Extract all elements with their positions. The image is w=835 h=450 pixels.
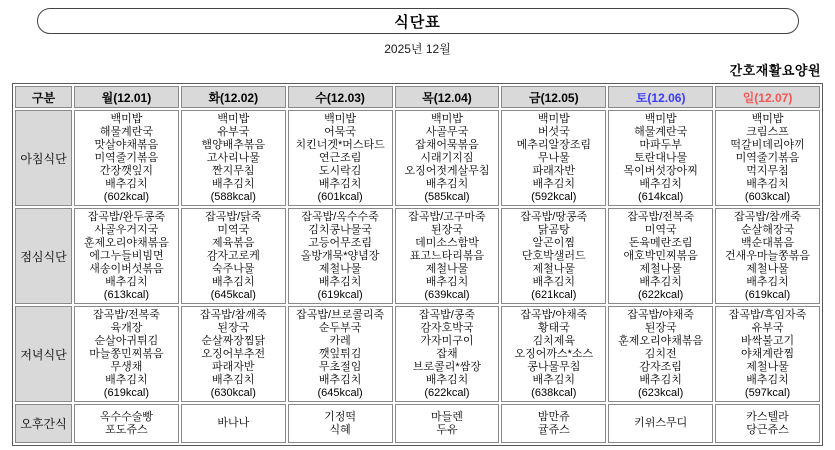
day-header-2: 수(12.03) — [288, 86, 393, 108]
menu-item-line: (619kcal) — [103, 386, 150, 399]
menu-cell — [395, 306, 500, 402]
menu-item-line: 두유 — [436, 423, 458, 436]
menu-item-line: 유부국 — [751, 321, 784, 334]
menu-item-line: 미역국 — [217, 223, 250, 236]
menu-item-line: 순살짜장찜닭 — [201, 334, 266, 347]
menu-item-line: 제철나물 — [425, 262, 469, 275]
menu-item-line: 백미밥 — [217, 112, 250, 125]
menu-item-line: 고사리나물 — [206, 151, 260, 164]
menu-item-line: 훈제오리야채볶음 — [83, 236, 169, 249]
menu-item-line: 배추김치 — [746, 177, 789, 190]
menu-item-line: 백순대볶음 — [740, 236, 795, 249]
menu-cell — [715, 208, 820, 304]
menu-item-line: 백미밥 — [537, 112, 570, 125]
menu-item-line: 표고느타리볶음 — [409, 249, 485, 262]
menu-item-line: 백미밥 — [110, 112, 143, 125]
menu-item-line: 잡곡밥/전복죽 — [93, 308, 160, 321]
menu-item-line: 백미밥 — [431, 112, 463, 125]
menu-item-line: 잡채어묵볶음 — [415, 138, 479, 151]
menu-item-line: 잡곡밥/옥수수죽 — [301, 210, 379, 223]
menu-item-line: 잡곡밥/야채죽 — [520, 308, 588, 321]
menu-item-line: 건새우마늘쫑볶음 — [725, 249, 811, 262]
menu-item-line: 배추김치 — [639, 177, 682, 190]
day-header-4: 금(12.05) — [501, 86, 606, 108]
menu-item-line: 배추김치 — [425, 177, 469, 190]
menu-item-line: 배추김치 — [746, 275, 789, 288]
menu-cell — [501, 208, 606, 304]
menu-item-line: 김치제육 — [532, 334, 576, 347]
menu-item-line: 무생채 — [110, 360, 143, 373]
menu-item-line: (619kcal) — [744, 288, 791, 301]
menu-item-line: 깻잎튀김 — [318, 347, 362, 360]
menu-item-line: 짠지무침 — [212, 164, 255, 177]
menu-cell — [715, 110, 820, 206]
menu-item-line: 치킨너겟*머스타드 — [295, 138, 385, 151]
menu-item-line: 황태국 — [537, 321, 570, 334]
menu-item-line: 잡곡밥/닭죽 — [205, 210, 262, 223]
menu-item-line: 배추김치 — [318, 177, 362, 190]
menu-item-line: 올방개묵*양념장 — [300, 249, 380, 262]
menu-item-line: 귤쥬스 — [537, 423, 570, 436]
menu-item-line: (585kcal) — [424, 190, 470, 203]
menu-item-line: 목이버섯장아찌 — [623, 164, 698, 177]
menu-item-line: 배추김치 — [212, 177, 255, 190]
menu-item-line: 마들렌 — [431, 410, 463, 423]
menu-cell — [288, 306, 393, 402]
menu-item-line: 제철나물 — [532, 262, 576, 275]
menu-item-line: 배추김치 — [318, 373, 362, 386]
menu-item-line: 카스텔라 — [746, 410, 789, 423]
menu-item-line: 김치전 — [644, 347, 677, 360]
menu-item-line: 제철나물 — [746, 360, 789, 373]
menu-item-line: 야채계란찜 — [740, 347, 795, 360]
menu-item-line: 잡곡밥/고구마죽 — [408, 210, 486, 223]
page-title: 식단표 — [394, 13, 441, 31]
menu-item-line: 햄양배추볶음 — [201, 138, 266, 151]
menu-cell — [181, 404, 286, 443]
menu-item-line: 당근쥬스 — [746, 423, 789, 436]
menu-item-line: 키위스무디 — [634, 417, 688, 429]
menu-item-line: 백미밥 — [644, 112, 677, 125]
menu-item-line: 잡곡밥/참깨죽 — [734, 210, 801, 223]
menu-item-line: 미역줄기볶음 — [94, 151, 159, 164]
menu-cell — [608, 306, 713, 402]
menu-cell — [501, 404, 606, 443]
menu-item-line: 배추김치 — [212, 275, 255, 288]
menu-item-line: 메추리알장조림 — [516, 138, 591, 151]
menu-item-line: 단호박샐러드 — [521, 249, 586, 262]
meal-plan-table — [12, 83, 823, 446]
menu-item-line: (613kcal) — [103, 288, 150, 301]
menu-item-line: (623kcal) — [638, 386, 684, 399]
menu-item-line: 바나나 — [217, 417, 250, 429]
menu-item-line: 에그누들비빔면 — [89, 249, 164, 262]
menu-item-line: 유부국 — [217, 125, 250, 138]
day-header-1: 화(12.02) — [181, 86, 286, 108]
menu-item-line: 돈육메란조림 — [628, 236, 693, 249]
menu-item-line: 마늘쫑민찌볶음 — [89, 347, 164, 360]
menu-cell — [395, 208, 500, 304]
menu-item-line: 오징어까스*소스 — [514, 347, 594, 360]
menu-item-line: 숙주나물 — [212, 262, 255, 275]
menu-item-line: 무초절임 — [318, 360, 362, 373]
menu-item-line: 배추김치 — [746, 373, 789, 386]
row-label: 저녁식단 — [15, 306, 72, 402]
menu-item-line: 잡곡밥/흑임자죽 — [728, 308, 807, 321]
menu-item-line: (597kcal) — [744, 386, 791, 399]
menu-item-line: 배추김치 — [532, 373, 576, 386]
title-box — [37, 8, 799, 34]
menu-item-line: 오징어부추전 — [201, 347, 266, 360]
facility-name: 간호재활요양원 — [729, 63, 821, 78]
menu-item-line: 잡곡밥/참깨죽 — [199, 308, 267, 321]
menu-item-line: (602kcal) — [103, 190, 150, 203]
menu-item-line: 식혜 — [329, 423, 351, 436]
menu-item-line: 간장깻잎지 — [99, 164, 153, 177]
menu-item-line: (614kcal) — [638, 190, 684, 203]
menu-item-line: (619kcal) — [317, 288, 363, 301]
menu-item-line: 백미밥 — [324, 112, 357, 125]
menu-item-line: 토란대나물 — [634, 151, 688, 164]
row-label: 오후간식 — [15, 404, 72, 443]
corner-header: 구분 — [15, 86, 72, 108]
menu-item-line: 기정떡 — [324, 410, 357, 423]
menu-item-line: 애호박민찌볶음 — [623, 249, 698, 262]
menu-item-line: 옥수수술빵 — [99, 410, 153, 423]
menu-item-line: (592kcal) — [531, 190, 577, 203]
header-row — [15, 86, 820, 108]
menu-item-line: 잡곡밥/완두콩죽 — [87, 210, 166, 223]
menu-item-line: 배추김치 — [532, 177, 576, 190]
menu-item-line: 고등어무조림 — [308, 236, 372, 249]
menu-item-line: 제철나물 — [639, 262, 682, 275]
menu-item-line: 배추김치 — [105, 373, 148, 386]
menu-item-line: (645kcal) — [317, 386, 363, 399]
menu-item-line: 어묵국 — [324, 125, 357, 138]
table-body — [15, 110, 820, 443]
menu-item-line: 잡곡밥/브로콜리죽 — [296, 308, 385, 321]
menu-item-line: 사골우거지국 — [94, 223, 159, 236]
menu-item-line: 미역국 — [644, 223, 677, 236]
menu-item-line: 맛살야채볶음 — [94, 138, 159, 151]
menu-row-0 — [15, 110, 820, 206]
menu-item-line: 잡채 — [436, 347, 458, 360]
menu-item-line: 오징어젓게살무침 — [404, 164, 490, 177]
menu-item-line: 제철나물 — [318, 262, 362, 275]
menu-item-line: 닭곰탕 — [537, 223, 570, 236]
day-header-5: 토(12.06) — [608, 86, 713, 108]
menu-item-line: (621kcal) — [531, 288, 577, 301]
menu-item-line: 해물계란국 — [634, 125, 688, 138]
menu-item-line: (601kcal) — [317, 190, 363, 203]
menu-item-line: 연근조림 — [318, 151, 362, 164]
menu-item-line: (630kcal) — [210, 386, 256, 399]
menu-item-line: (638kcal) — [531, 386, 577, 399]
menu-item-line: 크림스프 — [746, 125, 789, 138]
menu-item-line: 배추김치 — [318, 275, 362, 288]
menu-cell — [715, 306, 820, 402]
menu-item-line: 된장국 — [644, 321, 677, 334]
menu-item-line: 콩나물무침 — [527, 360, 581, 373]
menu-item-line: 순두부국 — [318, 321, 362, 334]
menu-item-line: 잡곡밥/땅콩죽 — [520, 210, 588, 223]
menu-cell — [74, 110, 179, 206]
menu-item-line: 배추김치 — [532, 275, 576, 288]
menu-item-line: (639kcal) — [424, 288, 470, 301]
menu-cell — [288, 208, 393, 304]
menu-item-line: 배추김치 — [639, 275, 682, 288]
menu-item-line: (588kcal) — [210, 190, 256, 203]
menu-row-1 — [15, 208, 820, 304]
menu-item-line: 버섯국 — [537, 125, 570, 138]
menu-item-line: (603kcal) — [744, 190, 791, 203]
menu-item-line: 된장국 — [431, 223, 463, 236]
day-header-6: 일(12.07) — [715, 86, 820, 108]
menu-item-line: 제육볶음 — [212, 236, 255, 249]
menu-item-line: 배추김치 — [425, 373, 469, 386]
menu-item-line: 순살해장국 — [740, 223, 795, 236]
menu-cell — [74, 404, 179, 443]
menu-item-line: 사골무국 — [425, 125, 469, 138]
menu-item-line: 브로콜리*쌈장 — [412, 360, 481, 373]
menu-item-line: 데미소스함박 — [415, 236, 479, 249]
menu-item-line: (645kcal) — [210, 288, 256, 301]
menu-item-line: 먹지무침 — [746, 164, 789, 177]
menu-cell — [288, 404, 393, 443]
menu-item-line: 배추김치 — [105, 177, 148, 190]
menu-item-line: 감자고로케 — [206, 249, 260, 262]
menu-item-line: 순살아귀튀김 — [94, 334, 159, 347]
menu-cell — [181, 110, 286, 206]
menu-cell — [715, 404, 820, 443]
menu-item-line: 포도쥬스 — [105, 423, 148, 436]
menu-item-line: 파래자반 — [212, 360, 255, 373]
menu-item-line: 감자조림 — [639, 360, 682, 373]
menu-item-line: 훈제오리야채볶음 — [618, 334, 704, 347]
menu-item-line: 가자미구이 — [420, 334, 474, 347]
menu-cell — [288, 110, 393, 206]
menu-item-line: 밤만쥬 — [537, 410, 570, 423]
menu-cell — [74, 306, 179, 402]
menu-cell — [501, 306, 606, 402]
menu-item-line: 미역줄기볶음 — [735, 151, 800, 164]
menu-item-line: 배추김치 — [425, 275, 469, 288]
menu-row-3 — [15, 404, 820, 443]
day-header-3: 목(12.04) — [395, 86, 500, 108]
menu-cell — [395, 110, 500, 206]
menu-cell — [608, 110, 713, 206]
menu-item-line: 육개장 — [110, 321, 143, 334]
menu-cell — [181, 208, 286, 304]
menu-item-line: 된장국 — [217, 321, 250, 334]
menu-item-line: 무나물 — [537, 151, 570, 164]
day-header-0: 월(12.01) — [74, 86, 179, 108]
menu-cell — [74, 208, 179, 304]
menu-item-line: 감자호박국 — [420, 321, 474, 334]
menu-item-line: (622kcal) — [424, 386, 470, 399]
menu-item-line: 새송이버섯볶음 — [89, 262, 164, 275]
menu-item-line: 잡곡밥/콩죽 — [418, 308, 476, 321]
menu-item-line: 제철나물 — [746, 262, 789, 275]
menu-item-line: 마파두부 — [639, 138, 682, 151]
menu-row-2 — [15, 306, 820, 402]
menu-item-line: 파래자반 — [532, 164, 576, 177]
menu-item-line: 도시락김 — [318, 164, 362, 177]
menu-item-line: (622kcal) — [638, 288, 684, 301]
row-label: 아침식단 — [15, 110, 72, 206]
menu-cell — [501, 110, 606, 206]
menu-item-line: 잡곡밥/야채죽 — [627, 308, 695, 321]
menu-item-line: 알곤이찜 — [532, 236, 576, 249]
menu-item-line: 해물계란국 — [99, 125, 153, 138]
menu-item-line: 잡곡밥/전복죽 — [627, 210, 695, 223]
menu-cell — [395, 404, 500, 443]
menu-item-line: 배추김치 — [105, 275, 148, 288]
menu-item-line: 김치콩나물국 — [308, 223, 372, 236]
menu-item-line: 배추김치 — [212, 373, 255, 386]
menu-item-line: 백미밥 — [751, 112, 784, 125]
row-label: 점심식단 — [15, 208, 72, 304]
menu-item-line: 배추김치 — [639, 373, 682, 386]
menu-cell — [608, 208, 713, 304]
menu-cell — [181, 306, 286, 402]
menu-item-line: 떡갈비데리야끼 — [730, 138, 805, 151]
menu-item-line: 바싹불고기 — [740, 334, 795, 347]
menu-cell — [608, 404, 713, 443]
menu-item-line: 카레 — [329, 334, 351, 347]
menu-item-line: 시래기지짐 — [420, 151, 474, 164]
month-subtitle: 2025년 12월 — [384, 42, 451, 56]
